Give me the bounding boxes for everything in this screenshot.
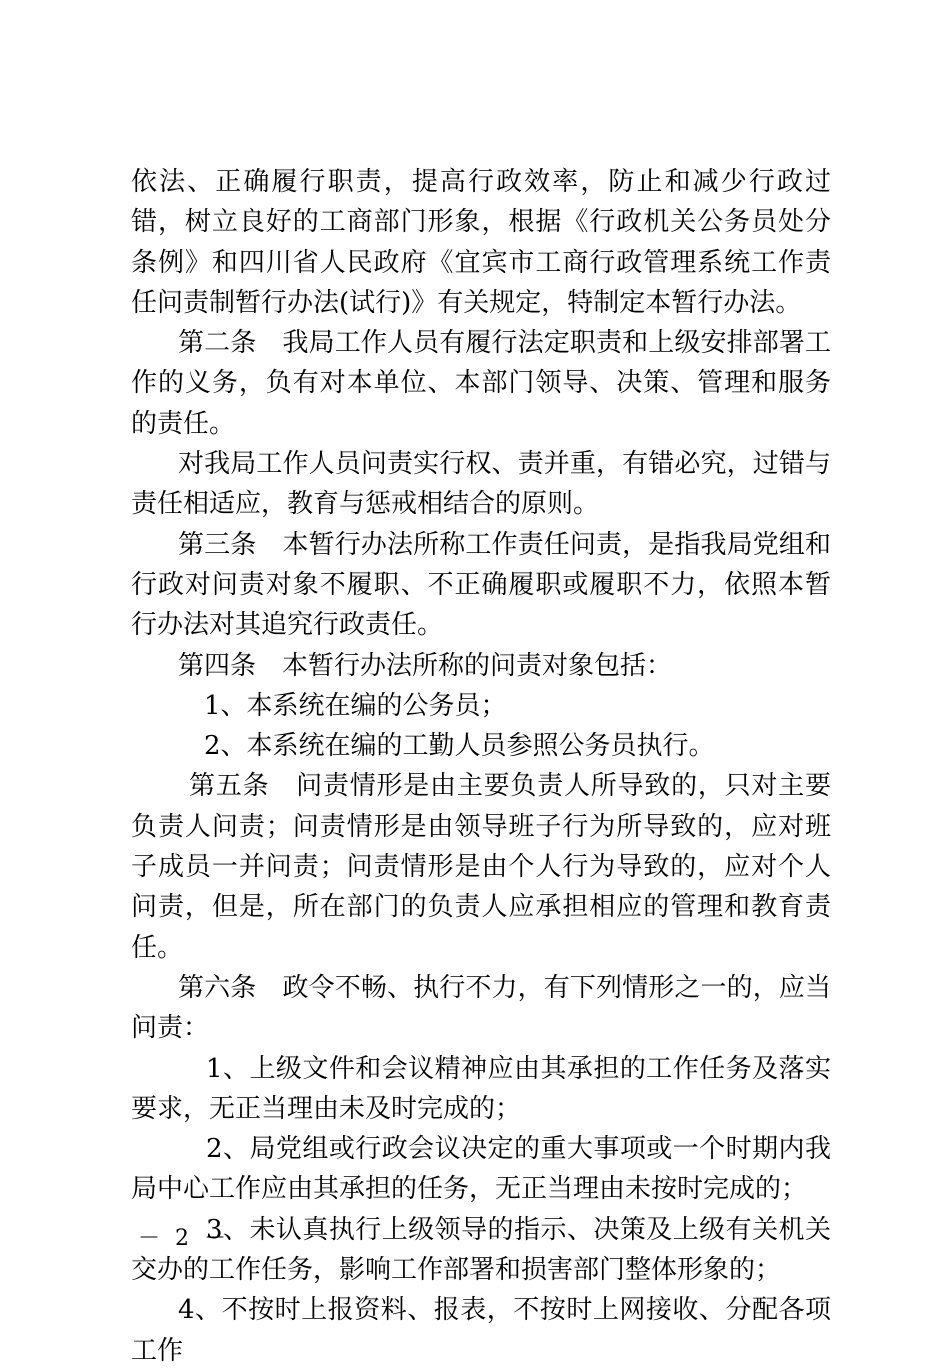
paragraph-article-6-item-2: 2、局党组或行政会议决定的重大事项或一个时期内我局中心工作应由其承担的任务，无正当理由未按时完成的； xyxy=(131,1134,831,1205)
paragraph-article-6-item-3: 3、未认真执行上级领导的指示、决策及上级有关机关交办的工作任务，影响工作部署和损害部门整体形象的； xyxy=(131,1214,831,1286)
paragraph-article-5: 第五条 问责情形是由主要负责人所导致的，只对主要负责人问责；问责情形是由领导班子行为所导致的，应对班子成员一并问责；问责情形是由个人行为导致的，应对个人问责，但是，所在部门的负责人应承担相应的管理和教育责任。 xyxy=(131,771,831,963)
paragraph-intro-continuation: 依法、正确履行职责，提高行政效率，防止和减少行政过错，树立良好的工商部门形象，根据《行政机关公务员处分条例》和四川省人民政府《宜宾市工商行政管理系统工作责任问责制暂行办法(试行)》有关规定，特制定本暂行办法。 xyxy=(131,167,831,318)
paragraph-article-4-item-1: 1、本系统在编的公务员； xyxy=(204,690,507,721)
paragraph-article-3: 第三条 本暂行办法所称工作责任问责，是指我局党组和行政对问责对象不履职、不正确履职或履职不力，依照本暂行办法对其追究行政责任。 xyxy=(131,529,831,641)
page-number: － 2 － xyxy=(138,1226,230,1251)
paragraph-article-4: 第四条 本暂行办法所称的问责对象包括： xyxy=(178,650,673,681)
paragraph-article-2: 第二条 我局工作人员有履行法定职责和上级安排部署工作的义务，负有对本单位、本部门领导、决策、管理和服务的责任。 xyxy=(131,328,831,439)
document-body xyxy=(131,162,831,1371)
paragraph-article-2-principle: 对我局工作人员问责实行权、责并重，有错必究，过错与责任相适应，教育与惩戒相结合的原则。 xyxy=(131,449,831,520)
paragraph-article-6-item-1: 1、上级文件和会议精神应由其承担的工作任务及落实要求，无正当理由未及时完成的； xyxy=(131,1053,831,1124)
paragraph-article-6: 第六条 政令不畅、执行不力，有下列情形之一的，应当问责： xyxy=(131,972,831,1044)
paragraph-article-6-item-4: 4、不按时上报资料、报表，不按时上网接收、分配各项工作 xyxy=(131,1295,831,1366)
paragraph-article-4-item-2: 2、本系统在编的工勤人员参照公务员执行。 xyxy=(204,731,715,762)
